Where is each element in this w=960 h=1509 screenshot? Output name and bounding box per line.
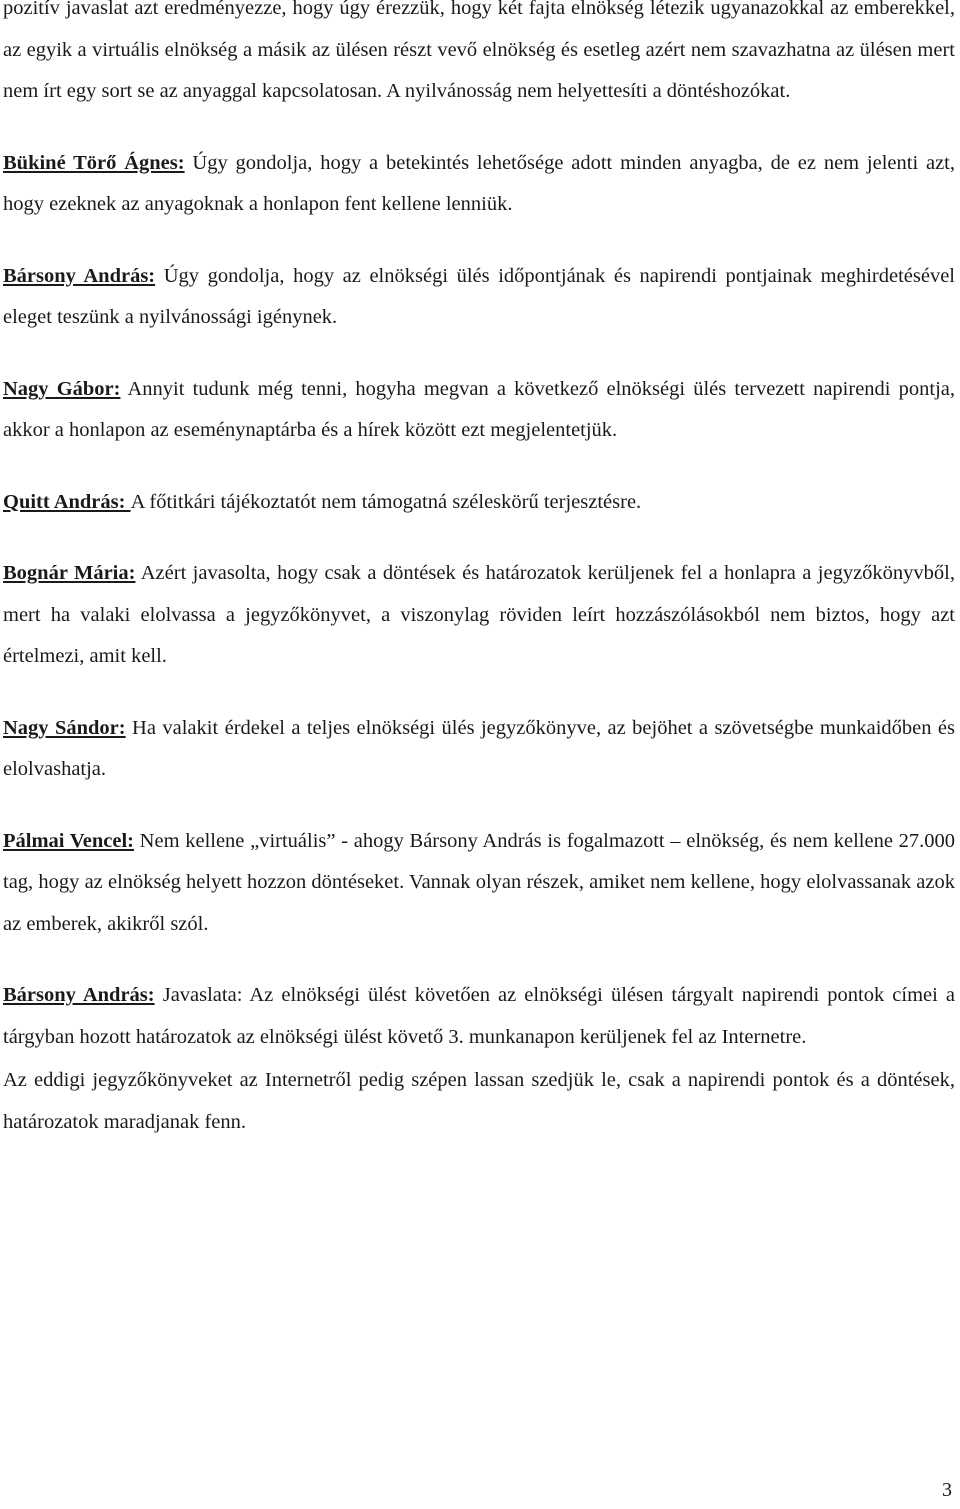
- paragraph-text: Úgy gondolja, hogy az elnökségi ülés időpontjának és napirendi pontjainak meghirdetésével eleget teszünk a nyilvánossági igénynek.: [3, 264, 955, 328]
- paragraph-text: pozitív javaslat azt eredményezze, hogy úgy érezzük, hogy két fajta elnökség létezik ugyanazokkal az emberekkel, az egyik a virtuális elnökség a másik az ülésen részt vevő elnökség és esetleg azért nem szavazhatna az ülésen mert nem írt egy sort se az anyaggal kapcsolatosan. A nyilvánosság nem helyettesíti a döntéshozókat.: [3, 0, 955, 102]
- paragraph-text: Annyit tudunk még tenni, hogyha megvan a következő elnökségi ülés tervezett napirendi pontja, akkor a honlapon az eseménynaptárba és a hírek között ezt megjelentetjük.: [3, 377, 955, 441]
- speaker-name: Bársony András:: [3, 984, 155, 1006]
- paragraph-text: A főtitkári tájékoztatót nem támogatná széleskörű terjesztésre.: [130, 490, 642, 513]
- paragraph-text: Úgy gondolja, hogy a betekintés lehetősége adott minden anyagba, de ez nem jelenti azt, hogy ezeknek az anyagoknak a honlapon fent kellene lenniük.: [3, 151, 956, 215]
- speaker-name: Bükiné Törő Ágnes:: [3, 151, 185, 174]
- paragraph-text: Ha valakit érdekel a teljes elnökségi ülés jegyzőkönyve, az bejöhet a szövetségbe munkaidőben és elolvashatja.: [3, 716, 956, 780]
- paragraph-bognar-maria: [3, 553, 955, 678]
- speaker-name: Bognár Mária:: [3, 562, 136, 584]
- paragraph-bukine-toro-agnes: [3, 143, 955, 226]
- paragraph-closing: [3, 1060, 955, 1143]
- paragraph-nagy-sandor: [3, 708, 955, 791]
- paragraph-nagy-gabor: [3, 369, 955, 452]
- paragraph-barsony-andras-proposal: [3, 975, 955, 1058]
- document-page: [3, 0, 955, 1143]
- speaker-name: Bársony András:: [3, 264, 156, 287]
- paragraph-text: Javaslata: Az elnökségi ülést követően az elnökségi ülésen tárgyalt napirendi pontok címei a tárgyban hozott határozatok az elnökségi ülést követő 3. munkanapon kerüljenek fel az Internetre.: [3, 984, 956, 1048]
- paragraph-text: Nem kellene „virtuális” - ahogy Bársony András is fogalmazott – elnökség, és nem kellene 27.000 tag, hogy az elnökség helyett hozzon döntéseket. Vannak olyan részek, amiket nem kellene, hogy elolvassanak azok az emberek, akikről szól.: [3, 829, 955, 935]
- paragraph-intro: [3, 0, 955, 113]
- speaker-name: Nagy Sándor:: [3, 716, 126, 739]
- speaker-name: Quitt András:: [3, 490, 131, 513]
- paragraph-text: Azért javasolta, hogy csak a döntések és határozatok kerüljenek fel a honlapra a jegyzőkönyvből, mert ha valaki elolvassa a jegyzőkönyvet, a viszonylag röviden leírt hozzászólásokból nem biztos, hogy azt értelmezi, amit kell.: [3, 562, 956, 667]
- page-number: 3: [942, 1479, 952, 1501]
- paragraph-quitt-andras: [3, 482, 955, 524]
- paragraph-barsony-andras: [3, 256, 955, 339]
- speaker-name: Pálmai Vencel:: [3, 829, 134, 852]
- paragraph-text: Az eddigi jegyzőkönyveket az Internetről pedig szépen lassan szedjük le, csak a napirendi pontok és a döntések, határozatok maradjanak fenn.: [3, 1069, 955, 1133]
- speaker-name: Nagy Gábor:: [3, 377, 121, 400]
- paragraph-palmai-vencel: [3, 821, 955, 946]
